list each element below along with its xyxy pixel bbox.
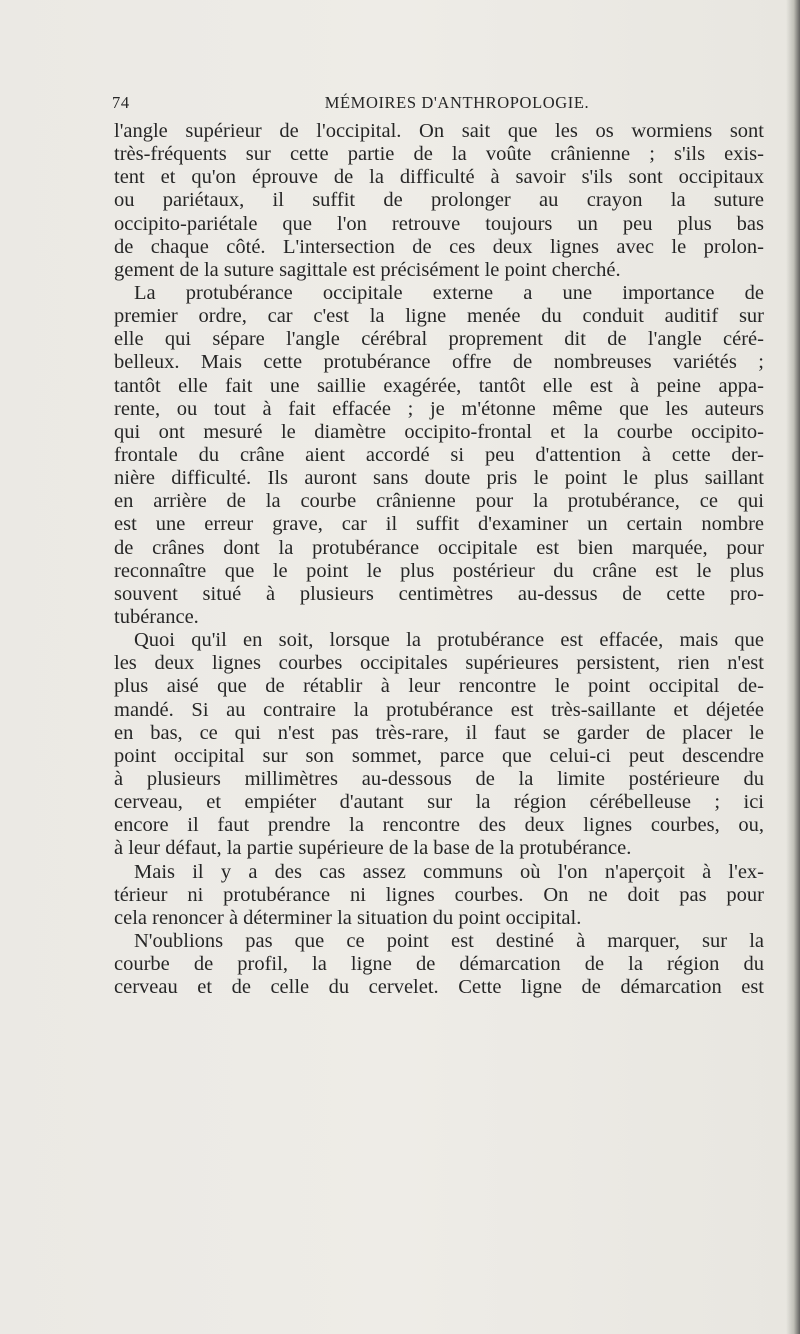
text-line: tent et qu'on éprouve de la difficulté à savoir s'ils sont occipitaux <box>114 166 764 189</box>
text-line: mandé. Si au contraire la protubérance est très-saillante et déjetée <box>114 698 764 721</box>
running-title: MÉMOIRES D'ANTHROPOLOGIE. <box>324 93 590 112</box>
body-text <box>114 120 764 999</box>
text-line: Quoi qu'il en soit, lorsque la protubérance est effacée, mais que <box>134 629 764 652</box>
text-line: elle qui sépare l'angle cérébral proprement dit de l'angle céré- <box>114 328 764 351</box>
text-line: de chaque côté. L'intersection de ces deux lignes avec le prolon- <box>114 235 764 258</box>
text-line: premier ordre, car c'est la ligne menée du conduit auditif sur <box>114 305 764 328</box>
text-line: reconnaître que le point le plus postérieur du crâne est le plus <box>114 559 764 582</box>
page-header <box>112 93 752 115</box>
text-line: très-fréquents sur cette partie de la voûte crânienne ; s'ils exis- <box>114 143 764 166</box>
text-line: l'angle supérieur de l'occipital. On sait que les os wormiens sont <box>114 120 764 142</box>
page-number: 74 <box>112 93 130 112</box>
text-line: tubérance. <box>114 605 199 628</box>
text-line: tantôt elle fait une saillie exagérée, tantôt elle est à peine appa- <box>114 374 764 397</box>
text-line: à plusieurs millimètres au-dessous de la limite postérieure du <box>114 767 764 790</box>
text-line: gement de la suture sagittale est précisément le point cherché. <box>114 258 621 281</box>
text-line: frontale du crâne aient accordé si peu d'attention à cette der- <box>114 443 764 466</box>
text-line: Mais il y a des cas assez communs où l'on n'aperçoit à l'ex- <box>134 860 764 883</box>
text-line: ou pariétaux, il suffit de prolonger au crayon la suture <box>114 189 764 212</box>
text-line: est une erreur grave, car il suffit d'examiner un certain nombre <box>114 513 764 536</box>
text-line: plus aisé que de rétablir à leur rencontre le point occipital de- <box>114 675 764 698</box>
text-line: La protubérance occipitale externe a une importance de <box>134 281 764 304</box>
text-line: en bas, ce qui n'est pas très-rare, il faut se garder de placer le <box>114 721 764 744</box>
text-line: à leur défaut, la partie supérieure de la base de la protubérance. <box>114 837 632 860</box>
text-line: rente, ou tout à fait effacée ; je m'étonne même que les auteurs <box>114 397 764 420</box>
text-line: de crânes dont la protubérance occipitale est bien marquée, pour <box>114 536 764 559</box>
text-line: courbe de profil, la ligne de démarcation de la région du <box>114 953 764 976</box>
text-line: cerveau, et empiéter d'autant sur la région cérébelleuse ; ici <box>114 791 764 814</box>
text-line: point occipital sur son sommet, parce que celui-ci peut descendre <box>114 744 764 767</box>
text-line: N'oublions pas que ce point est destiné à marquer, sur la <box>134 929 764 952</box>
text-line: nière difficulté. Ils auront sans doute pris le point le plus saillant <box>114 467 764 490</box>
text-line: encore il faut prendre la rencontre des deux lignes courbes, ou, <box>114 814 764 837</box>
text-line: térieur ni protubérance ni lignes courbes. On ne doit pas pour <box>114 883 764 906</box>
text-line: cela renoncer à déterminer la situation du point occipital. <box>114 906 582 929</box>
text-line: en arrière de la courbe crânienne pour la protubérance, ce qui <box>114 490 764 513</box>
text-line: qui ont mesuré le diamètre occipito-frontal et la courbe occipito- <box>114 420 764 443</box>
text-line: les deux lignes courbes occipitales supérieures persistent, rien n'est <box>114 652 764 675</box>
page-edge-shadow <box>786 0 800 1334</box>
text-line: souvent situé à plusieurs centimètres au-dessus de cette pro- <box>114 582 764 605</box>
text-line: belleux. Mais cette protubérance offre de nombreuses variétés ; <box>114 351 764 374</box>
text-line: occipito-pariétale que l'on retrouve toujours un peu plus bas <box>114 212 764 235</box>
text-line: cerveau et de celle du cervelet. Cette ligne de démarcation est <box>114 976 764 999</box>
